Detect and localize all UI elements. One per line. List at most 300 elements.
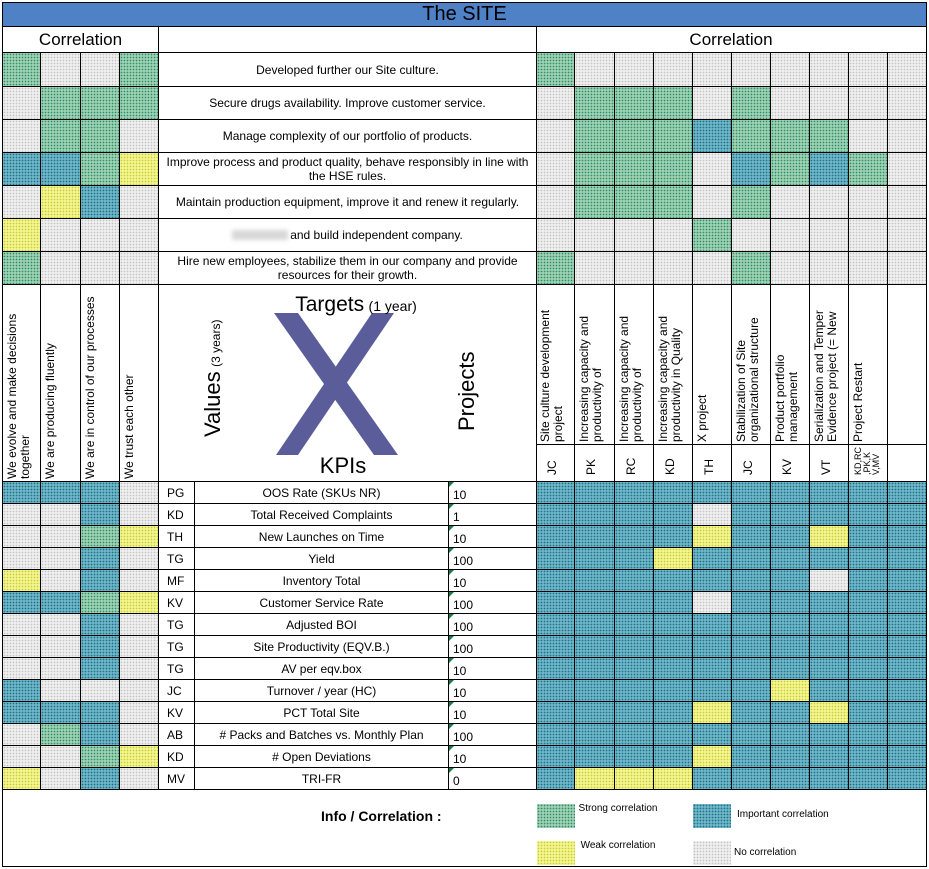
matrix-cell-important[interactable] xyxy=(536,614,575,636)
matrix-cell-important[interactable] xyxy=(654,636,693,658)
matrix-cell-important[interactable] xyxy=(2,482,41,504)
matrix-cell-none[interactable] xyxy=(888,252,927,285)
matrix-cell-important[interactable] xyxy=(654,724,693,746)
matrix-cell-none[interactable] xyxy=(120,504,159,526)
matrix-cell-important[interactable] xyxy=(575,614,615,636)
matrix-cell-important[interactable] xyxy=(810,614,849,636)
matrix-cell-important[interactable] xyxy=(810,680,849,702)
matrix-cell-important[interactable] xyxy=(615,548,654,570)
matrix-cell-important[interactable] xyxy=(654,614,693,636)
matrix-cell-important[interactable] xyxy=(810,153,849,186)
kpi-value[interactable]: 10 xyxy=(449,680,536,702)
matrix-cell-none[interactable] xyxy=(693,186,732,219)
matrix-cell-important[interactable] xyxy=(615,504,654,526)
matrix-cell-none[interactable] xyxy=(41,658,81,680)
matrix-cell-weak[interactable] xyxy=(120,153,159,186)
matrix-cell-none[interactable] xyxy=(41,219,81,252)
matrix-cell-important[interactable] xyxy=(693,570,732,592)
matrix-cell-none[interactable] xyxy=(575,219,615,252)
matrix-cell-important[interactable] xyxy=(849,680,888,702)
matrix-cell-none[interactable] xyxy=(615,53,654,87)
matrix-cell-none[interactable] xyxy=(849,120,888,153)
matrix-cell-important[interactable] xyxy=(849,548,888,570)
matrix-cell-strong[interactable] xyxy=(575,186,615,219)
matrix-cell-weak[interactable] xyxy=(654,548,693,570)
matrix-cell-important[interactable] xyxy=(849,724,888,746)
matrix-cell-important[interactable] xyxy=(41,482,81,504)
matrix-cell-strong[interactable] xyxy=(41,87,81,120)
matrix-cell-none[interactable] xyxy=(849,87,888,120)
matrix-cell-important[interactable] xyxy=(654,702,693,724)
matrix-cell-none[interactable] xyxy=(41,252,81,285)
matrix-cell-important[interactable] xyxy=(771,482,810,504)
matrix-cell-none[interactable] xyxy=(81,53,120,87)
matrix-cell-important[interactable] xyxy=(536,548,575,570)
kpi-value[interactable]: 100 xyxy=(449,724,536,746)
matrix-cell-important[interactable] xyxy=(615,746,654,768)
matrix-cell-none[interactable] xyxy=(654,219,693,252)
matrix-cell-important[interactable] xyxy=(849,526,888,548)
matrix-cell-none[interactable] xyxy=(849,53,888,87)
matrix-cell-important[interactable] xyxy=(615,570,654,592)
matrix-cell-none[interactable] xyxy=(693,252,732,285)
kpi-value[interactable]: 10 xyxy=(449,526,536,548)
matrix-cell-strong[interactable] xyxy=(81,746,120,768)
matrix-cell-none[interactable] xyxy=(2,186,41,219)
matrix-cell-important[interactable] xyxy=(849,768,888,790)
matrix-cell-important[interactable] xyxy=(771,504,810,526)
matrix-cell-none[interactable] xyxy=(2,658,41,680)
matrix-cell-important[interactable] xyxy=(849,636,888,658)
kpi-value[interactable]: 100 xyxy=(449,614,536,636)
matrix-cell-important[interactable] xyxy=(849,504,888,526)
matrix-cell-important[interactable] xyxy=(81,570,120,592)
matrix-cell-important[interactable] xyxy=(2,680,41,702)
matrix-cell-important[interactable] xyxy=(888,526,927,548)
matrix-cell-important[interactable] xyxy=(810,658,849,680)
matrix-cell-none[interactable] xyxy=(2,504,41,526)
matrix-cell-none[interactable] xyxy=(536,219,575,252)
matrix-cell-strong[interactable] xyxy=(2,53,41,87)
matrix-cell-weak[interactable] xyxy=(120,526,159,548)
matrix-cell-important[interactable] xyxy=(732,768,771,790)
matrix-cell-important[interactable] xyxy=(575,548,615,570)
matrix-cell-important[interactable] xyxy=(654,680,693,702)
matrix-cell-important[interactable] xyxy=(849,570,888,592)
matrix-cell-strong[interactable] xyxy=(81,120,120,153)
matrix-cell-important[interactable] xyxy=(615,526,654,548)
matrix-cell-none[interactable] xyxy=(693,504,732,526)
matrix-cell-important[interactable] xyxy=(41,153,81,186)
matrix-cell-important[interactable] xyxy=(771,526,810,548)
matrix-cell-none[interactable] xyxy=(2,746,41,768)
matrix-cell-none[interactable] xyxy=(888,219,927,252)
matrix-cell-important[interactable] xyxy=(888,592,927,614)
matrix-cell-important[interactable] xyxy=(536,570,575,592)
matrix-cell-important[interactable] xyxy=(693,120,732,153)
matrix-cell-important[interactable] xyxy=(771,746,810,768)
matrix-cell-none[interactable] xyxy=(120,636,159,658)
matrix-cell-none[interactable] xyxy=(536,120,575,153)
matrix-cell-strong[interactable] xyxy=(41,120,81,153)
matrix-cell-important[interactable] xyxy=(771,768,810,790)
kpi-value[interactable]: 100 xyxy=(449,548,536,570)
matrix-cell-none[interactable] xyxy=(120,614,159,636)
matrix-cell-important[interactable] xyxy=(615,724,654,746)
matrix-cell-important[interactable] xyxy=(849,614,888,636)
kpi-value[interactable]: 10 xyxy=(449,482,536,504)
matrix-cell-none[interactable] xyxy=(2,526,41,548)
matrix-cell-none[interactable] xyxy=(771,219,810,252)
matrix-cell-none[interactable] xyxy=(810,219,849,252)
matrix-cell-important[interactable] xyxy=(536,636,575,658)
matrix-cell-important[interactable] xyxy=(575,482,615,504)
matrix-cell-none[interactable] xyxy=(120,482,159,504)
matrix-cell-important[interactable] xyxy=(888,482,927,504)
matrix-cell-important[interactable] xyxy=(810,636,849,658)
matrix-cell-none[interactable] xyxy=(120,702,159,724)
matrix-cell-important[interactable] xyxy=(654,504,693,526)
matrix-cell-none[interactable] xyxy=(810,186,849,219)
matrix-cell-none[interactable] xyxy=(120,219,159,252)
matrix-cell-weak[interactable] xyxy=(693,702,732,724)
matrix-cell-strong[interactable] xyxy=(120,87,159,120)
matrix-cell-strong[interactable] xyxy=(536,252,575,285)
matrix-cell-none[interactable] xyxy=(120,724,159,746)
matrix-cell-none[interactable] xyxy=(120,680,159,702)
matrix-cell-none[interactable] xyxy=(2,724,41,746)
matrix-cell-none[interactable] xyxy=(732,219,771,252)
matrix-cell-strong[interactable] xyxy=(575,153,615,186)
matrix-cell-none[interactable] xyxy=(654,252,693,285)
matrix-cell-strong[interactable] xyxy=(849,153,888,186)
matrix-cell-none[interactable] xyxy=(120,768,159,790)
matrix-cell-none[interactable] xyxy=(615,252,654,285)
matrix-cell-important[interactable] xyxy=(2,702,41,724)
matrix-cell-none[interactable] xyxy=(2,87,41,120)
matrix-cell-none[interactable] xyxy=(41,636,81,658)
matrix-cell-none[interactable] xyxy=(120,186,159,219)
matrix-cell-important[interactable] xyxy=(615,592,654,614)
matrix-cell-important[interactable] xyxy=(575,702,615,724)
matrix-cell-important[interactable] xyxy=(81,702,120,724)
matrix-cell-strong[interactable] xyxy=(654,153,693,186)
matrix-cell-weak[interactable] xyxy=(2,219,41,252)
matrix-cell-important[interactable] xyxy=(849,746,888,768)
matrix-cell-important[interactable] xyxy=(693,680,732,702)
matrix-cell-important[interactable] xyxy=(81,614,120,636)
matrix-cell-none[interactable] xyxy=(810,87,849,120)
matrix-cell-strong[interactable] xyxy=(536,53,575,87)
matrix-cell-important[interactable] xyxy=(732,680,771,702)
matrix-cell-none[interactable] xyxy=(693,153,732,186)
matrix-cell-important[interactable] xyxy=(81,186,120,219)
matrix-cell-important[interactable] xyxy=(615,482,654,504)
matrix-cell-none[interactable] xyxy=(536,153,575,186)
matrix-cell-weak[interactable] xyxy=(810,526,849,548)
matrix-cell-important[interactable] xyxy=(771,614,810,636)
matrix-cell-strong[interactable] xyxy=(41,724,81,746)
matrix-cell-none[interactable] xyxy=(41,768,81,790)
matrix-cell-important[interactable] xyxy=(575,504,615,526)
matrix-cell-strong[interactable] xyxy=(81,592,120,614)
matrix-cell-important[interactable] xyxy=(81,768,120,790)
matrix-cell-weak[interactable] xyxy=(2,570,41,592)
matrix-cell-important[interactable] xyxy=(536,768,575,790)
matrix-cell-none[interactable] xyxy=(536,186,575,219)
matrix-cell-weak[interactable] xyxy=(693,526,732,548)
matrix-cell-important[interactable] xyxy=(888,680,927,702)
matrix-cell-none[interactable] xyxy=(41,526,81,548)
matrix-cell-important[interactable] xyxy=(654,570,693,592)
matrix-cell-none[interactable] xyxy=(849,219,888,252)
matrix-cell-none[interactable] xyxy=(41,570,81,592)
matrix-cell-important[interactable] xyxy=(771,636,810,658)
matrix-cell-none[interactable] xyxy=(2,548,41,570)
matrix-cell-important[interactable] xyxy=(732,724,771,746)
matrix-cell-none[interactable] xyxy=(732,53,771,87)
matrix-cell-important[interactable] xyxy=(536,724,575,746)
matrix-cell-important[interactable] xyxy=(2,153,41,186)
matrix-cell-none[interactable] xyxy=(888,87,927,120)
matrix-cell-important[interactable] xyxy=(771,658,810,680)
matrix-cell-important[interactable] xyxy=(536,526,575,548)
matrix-cell-important[interactable] xyxy=(654,746,693,768)
matrix-cell-none[interactable] xyxy=(120,658,159,680)
matrix-cell-important[interactable] xyxy=(888,658,927,680)
matrix-cell-important[interactable] xyxy=(615,680,654,702)
matrix-cell-none[interactable] xyxy=(2,120,41,153)
matrix-cell-important[interactable] xyxy=(81,504,120,526)
matrix-cell-important[interactable] xyxy=(732,570,771,592)
kpi-value[interactable]: 10 xyxy=(449,570,536,592)
matrix-cell-strong[interactable] xyxy=(810,120,849,153)
matrix-cell-important[interactable] xyxy=(732,153,771,186)
matrix-cell-strong[interactable] xyxy=(81,526,120,548)
matrix-cell-weak[interactable] xyxy=(120,746,159,768)
matrix-cell-strong[interactable] xyxy=(2,252,41,285)
matrix-cell-strong[interactable] xyxy=(654,87,693,120)
matrix-cell-important[interactable] xyxy=(849,658,888,680)
matrix-cell-none[interactable] xyxy=(810,53,849,87)
matrix-cell-important[interactable] xyxy=(536,482,575,504)
matrix-cell-strong[interactable] xyxy=(615,120,654,153)
matrix-cell-strong[interactable] xyxy=(732,87,771,120)
matrix-cell-important[interactable] xyxy=(810,768,849,790)
matrix-cell-none[interactable] xyxy=(615,219,654,252)
matrix-cell-important[interactable] xyxy=(2,592,41,614)
matrix-cell-important[interactable] xyxy=(810,724,849,746)
matrix-cell-none[interactable] xyxy=(888,153,927,186)
matrix-cell-strong[interactable] xyxy=(693,219,732,252)
matrix-cell-important[interactable] xyxy=(81,636,120,658)
matrix-cell-important[interactable] xyxy=(693,658,732,680)
matrix-cell-strong[interactable] xyxy=(732,186,771,219)
matrix-cell-important[interactable] xyxy=(615,636,654,658)
matrix-cell-none[interactable] xyxy=(536,87,575,120)
matrix-cell-none[interactable] xyxy=(81,252,120,285)
matrix-cell-important[interactable] xyxy=(732,526,771,548)
matrix-cell-none[interactable] xyxy=(849,252,888,285)
matrix-cell-strong[interactable] xyxy=(654,186,693,219)
matrix-cell-important[interactable] xyxy=(888,548,927,570)
matrix-cell-none[interactable] xyxy=(849,186,888,219)
kpi-value[interactable]: 10 xyxy=(449,702,536,724)
matrix-cell-strong[interactable] xyxy=(81,153,120,186)
matrix-cell-none[interactable] xyxy=(693,87,732,120)
matrix-cell-important[interactable] xyxy=(654,526,693,548)
matrix-cell-weak[interactable] xyxy=(654,768,693,790)
matrix-cell-important[interactable] xyxy=(575,658,615,680)
matrix-cell-none[interactable] xyxy=(693,592,732,614)
kpi-value[interactable]: 100 xyxy=(449,636,536,658)
matrix-cell-none[interactable] xyxy=(81,680,120,702)
matrix-cell-weak[interactable] xyxy=(41,186,81,219)
matrix-cell-none[interactable] xyxy=(120,570,159,592)
matrix-cell-weak[interactable] xyxy=(615,768,654,790)
matrix-cell-none[interactable] xyxy=(41,614,81,636)
matrix-cell-important[interactable] xyxy=(771,702,810,724)
matrix-cell-important[interactable] xyxy=(732,658,771,680)
matrix-cell-important[interactable] xyxy=(536,592,575,614)
matrix-cell-none[interactable] xyxy=(120,120,159,153)
matrix-cell-weak[interactable] xyxy=(810,702,849,724)
matrix-cell-important[interactable] xyxy=(693,636,732,658)
matrix-cell-important[interactable] xyxy=(888,614,927,636)
matrix-cell-strong[interactable] xyxy=(81,87,120,120)
matrix-cell-important[interactable] xyxy=(536,658,575,680)
kpi-value[interactable]: 10 xyxy=(449,746,536,768)
kpi-value[interactable]: 10 xyxy=(449,658,536,680)
matrix-cell-important[interactable] xyxy=(575,746,615,768)
matrix-cell-important[interactable] xyxy=(615,614,654,636)
matrix-cell-strong[interactable] xyxy=(771,153,810,186)
matrix-cell-important[interactable] xyxy=(536,702,575,724)
matrix-cell-important[interactable] xyxy=(771,592,810,614)
matrix-cell-important[interactable] xyxy=(732,614,771,636)
matrix-cell-none[interactable] xyxy=(771,87,810,120)
matrix-cell-weak[interactable] xyxy=(575,768,615,790)
matrix-cell-important[interactable] xyxy=(810,592,849,614)
matrix-cell-none[interactable] xyxy=(41,746,81,768)
matrix-cell-none[interactable] xyxy=(81,219,120,252)
matrix-cell-important[interactable] xyxy=(41,702,81,724)
matrix-cell-important[interactable] xyxy=(771,570,810,592)
matrix-cell-important[interactable] xyxy=(888,636,927,658)
matrix-cell-important[interactable] xyxy=(575,526,615,548)
matrix-cell-important[interactable] xyxy=(615,658,654,680)
matrix-cell-strong[interactable] xyxy=(575,87,615,120)
matrix-cell-none[interactable] xyxy=(771,186,810,219)
matrix-cell-none[interactable] xyxy=(41,504,81,526)
matrix-cell-none[interactable] xyxy=(771,252,810,285)
matrix-cell-important[interactable] xyxy=(810,548,849,570)
matrix-cell-important[interactable] xyxy=(693,548,732,570)
matrix-cell-none[interactable] xyxy=(693,53,732,87)
matrix-cell-strong[interactable] xyxy=(615,87,654,120)
matrix-cell-important[interactable] xyxy=(654,482,693,504)
matrix-cell-strong[interactable] xyxy=(120,53,159,87)
matrix-cell-none[interactable] xyxy=(41,548,81,570)
matrix-cell-important[interactable] xyxy=(849,482,888,504)
matrix-cell-none[interactable] xyxy=(575,252,615,285)
matrix-cell-important[interactable] xyxy=(41,592,81,614)
matrix-cell-important[interactable] xyxy=(81,658,120,680)
kpi-value[interactable]: 0 xyxy=(449,768,536,790)
matrix-cell-important[interactable] xyxy=(732,702,771,724)
matrix-cell-strong[interactable] xyxy=(771,120,810,153)
matrix-cell-important[interactable] xyxy=(849,592,888,614)
matrix-cell-important[interactable] xyxy=(693,768,732,790)
matrix-cell-none[interactable] xyxy=(120,548,159,570)
matrix-cell-important[interactable] xyxy=(536,746,575,768)
matrix-cell-important[interactable] xyxy=(536,504,575,526)
matrix-cell-important[interactable] xyxy=(888,504,927,526)
matrix-cell-important[interactable] xyxy=(732,746,771,768)
matrix-cell-weak[interactable] xyxy=(771,680,810,702)
matrix-cell-weak[interactable] xyxy=(120,592,159,614)
matrix-cell-important[interactable] xyxy=(888,702,927,724)
matrix-cell-important[interactable] xyxy=(693,482,732,504)
matrix-cell-important[interactable] xyxy=(81,724,120,746)
matrix-cell-important[interactable] xyxy=(693,614,732,636)
matrix-cell-important[interactable] xyxy=(81,548,120,570)
matrix-cell-important[interactable] xyxy=(575,680,615,702)
matrix-cell-none[interactable] xyxy=(654,53,693,87)
matrix-cell-important[interactable] xyxy=(575,636,615,658)
matrix-cell-important[interactable] xyxy=(732,482,771,504)
matrix-cell-important[interactable] xyxy=(810,504,849,526)
matrix-cell-important[interactable] xyxy=(732,592,771,614)
matrix-cell-none[interactable] xyxy=(2,614,41,636)
matrix-cell-strong[interactable] xyxy=(732,120,771,153)
matrix-cell-important[interactable] xyxy=(575,570,615,592)
matrix-cell-important[interactable] xyxy=(654,658,693,680)
matrix-cell-none[interactable] xyxy=(575,53,615,87)
matrix-cell-important[interactable] xyxy=(575,592,615,614)
matrix-cell-weak[interactable] xyxy=(693,746,732,768)
matrix-cell-important[interactable] xyxy=(888,570,927,592)
matrix-cell-important[interactable] xyxy=(615,702,654,724)
matrix-cell-none[interactable] xyxy=(41,53,81,87)
matrix-cell-none[interactable] xyxy=(2,636,41,658)
matrix-cell-strong[interactable] xyxy=(615,186,654,219)
matrix-cell-important[interactable] xyxy=(732,636,771,658)
matrix-cell-important[interactable] xyxy=(810,482,849,504)
matrix-cell-important[interactable] xyxy=(888,768,927,790)
matrix-cell-none[interactable] xyxy=(888,186,927,219)
matrix-cell-important[interactable] xyxy=(888,724,927,746)
matrix-cell-important[interactable] xyxy=(732,504,771,526)
matrix-cell-none[interactable] xyxy=(810,570,849,592)
matrix-cell-important[interactable] xyxy=(771,548,810,570)
matrix-cell-important[interactable] xyxy=(888,746,927,768)
kpi-value[interactable]: 100 xyxy=(449,592,536,614)
matrix-cell-strong[interactable] xyxy=(732,252,771,285)
matrix-cell-important[interactable] xyxy=(575,724,615,746)
matrix-cell-important[interactable] xyxy=(849,702,888,724)
matrix-cell-weak[interactable] xyxy=(2,768,41,790)
matrix-cell-important[interactable] xyxy=(693,724,732,746)
matrix-cell-important[interactable] xyxy=(536,680,575,702)
matrix-cell-none[interactable] xyxy=(771,53,810,87)
matrix-cell-strong[interactable] xyxy=(654,120,693,153)
matrix-cell-important[interactable] xyxy=(654,592,693,614)
matrix-cell-none[interactable] xyxy=(888,120,927,153)
matrix-cell-none[interactable] xyxy=(120,252,159,285)
matrix-cell-important[interactable] xyxy=(81,482,120,504)
matrix-cell-none[interactable] xyxy=(810,252,849,285)
